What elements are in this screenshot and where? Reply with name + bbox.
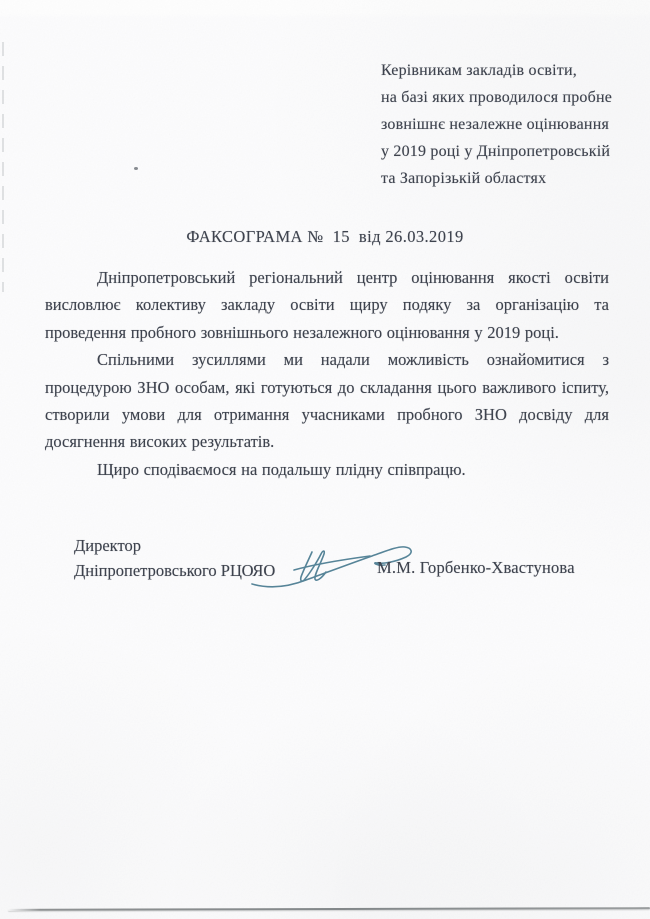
body-paragraph: Щиро сподіваємося на подальшу плідну співпрацю. — [97, 459, 466, 479]
scan-speck — [134, 167, 138, 170]
paper-bottom-edge — [8, 907, 650, 911]
subject-line: ФАКСОГРАМА № 15 від 26.03.2019 — [186, 227, 464, 246]
recipient-line: у 2019 році у Дніпропетровській — [381, 143, 611, 160]
recipient-line: зовнішнє незалежне оцінювання — [381, 116, 610, 133]
letter-body — [45, 264, 609, 483]
signature-block — [74, 534, 275, 583]
recipient-line: та Запорізькій областях — [381, 170, 547, 187]
body-paragraph: Спільними зусиллями ми надали можливість ознайомитися з процедурою ЗНО особам, які готуються до складання цього важливого іспиту, створили умови для отримання учасниками пробного ЗНО досвіду для досягнення високих результатів. — [45, 350, 609, 452]
recipient-line: Керівникам закладів освіти, — [381, 62, 577, 79]
signature-title: Директор — [74, 536, 141, 555]
body-paragraph: Дніпропетровський регіональний центр оцінювання якості освіти висловлює колективу закладу освіти щиру подяку за організацію та проведення пробного зовнішнього незалежного оцінювання у 2019 році. — [45, 268, 609, 342]
signatory-name: М.М. Горбенко-Хвастунова — [377, 558, 575, 577]
recipient-line: на базі яких проводилося пробне — [381, 89, 613, 106]
paper-left-edge-artifact — [2, 42, 4, 292]
recipient-block — [381, 57, 612, 192]
signature-org: Дніпропетровського РЦОЯО — [74, 560, 276, 580]
